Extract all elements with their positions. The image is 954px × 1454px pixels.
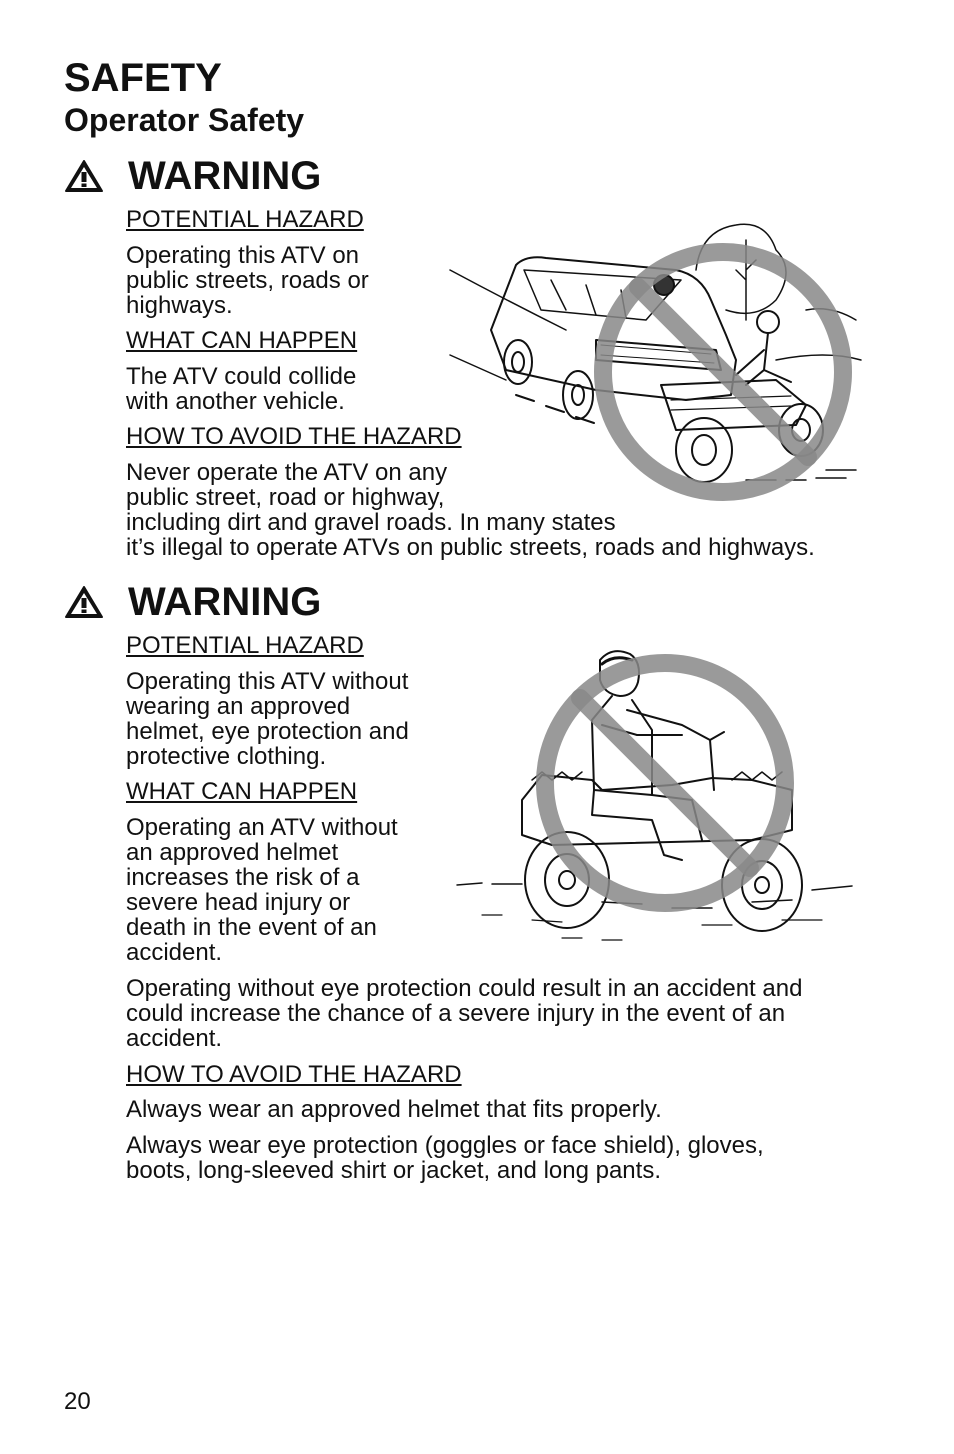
prohibition-sign-icon [545, 663, 785, 903]
potential-hazard-heading-2: POTENTIAL HAZARD [126, 632, 364, 659]
how-to-avoid-text-1: Never operate the ATV on any public street, road or highway, including dirt and gravel roads. In many states it’s illegal to operate ATVs on public streets, roads and highways. [126, 459, 815, 561]
warning-triangle-icon [64, 585, 104, 619]
avoid-helmet-text: Always wear an approved helmet that fits properly. [126, 1096, 662, 1123]
avoid-clothing-text: Always wear eye protection (goggles or face shield), gloves, boots, long-sleeved shirt or jacket, and long pants. [126, 1132, 764, 1184]
how-to-avoid-heading-2: HOW TO AVOID THE HAZARD [126, 1061, 462, 1088]
potential-hazard-text-2: Operating this ATV without wearing an approved helmet, eye protection and protective clothing. [126, 668, 409, 770]
what-can-happen-text-2: Operating an ATV without an approved helmet increases the risk of a severe head injury or death in the event of an accident. [126, 814, 398, 966]
atv-on-road-illustration [446, 210, 866, 505]
subsection-title: Operator Safety [64, 102, 305, 138]
what-can-happen-heading-1: WHAT CAN HAPPEN [126, 327, 358, 354]
section-title: SAFETY [64, 56, 222, 100]
how-to-avoid-heading-1: HOW TO AVOID THE HAZARD [126, 423, 462, 450]
potential-hazard-text-1: Operating this ATV on public streets, roads or highways. [126, 242, 369, 319]
potential-hazard-heading-1: POTENTIAL HAZARD [126, 206, 364, 233]
warning-heading-2 [64, 580, 321, 624]
warning-heading-1 [64, 154, 321, 198]
rider-without-helmet-illustration [452, 640, 862, 950]
page-number: 20 [64, 1388, 91, 1415]
eye-protection-text: Operating without eye protection could result in an accident and could increase the chance of a severe injury in the event of an accident. [126, 975, 803, 1052]
prohibition-sign-icon [603, 252, 843, 492]
warning-title-1: WARNING [128, 154, 322, 198]
what-can-happen-text-1: The ATV could collide with another vehicle. [126, 363, 357, 415]
warning-title-2: WARNING [128, 580, 322, 624]
what-can-happen-heading-2: WHAT CAN HAPPEN [126, 778, 358, 805]
warning-triangle-icon [64, 159, 104, 193]
